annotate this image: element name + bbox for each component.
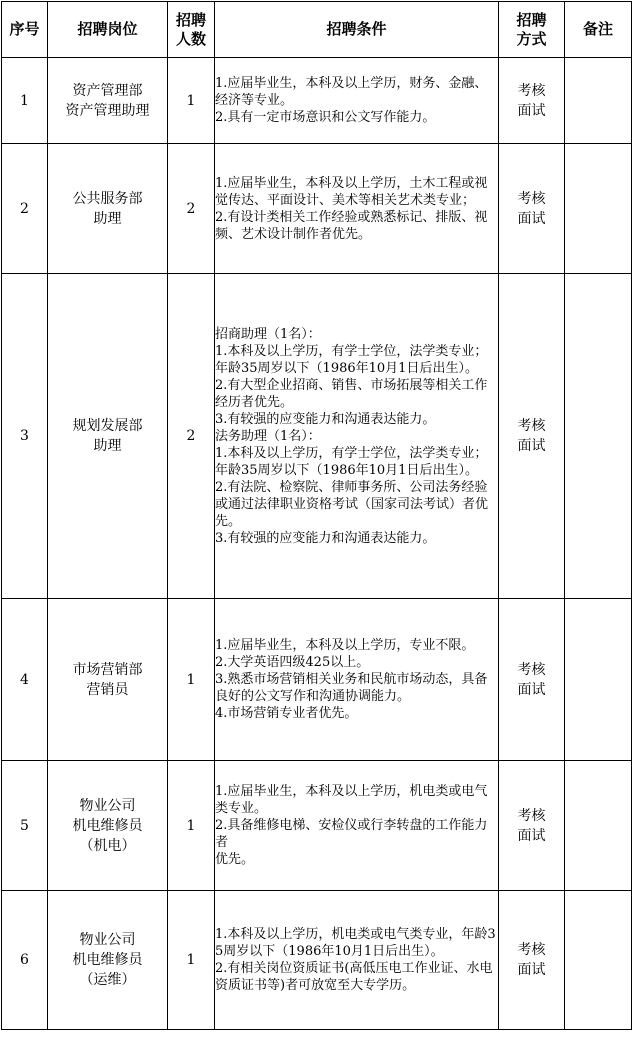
header-label-line: 招聘 (175, 10, 206, 29)
method-line: 考核 (517, 82, 546, 99)
header-note (565, 2, 632, 58)
cell-seq: 3 (2, 274, 48, 599)
cell-seq: 2 (2, 144, 48, 274)
cell-conditions (215, 58, 499, 144)
condition-line: 1.本科及以上学历，机电类或电气类专业，年龄35周岁以下（1986年10月1日后出生）。 (215, 927, 496, 959)
table-row (2, 58, 632, 144)
condition-line: 2.有法院、检察院、律师事务所、公司法务经验或通过法律职业资格考试（国家司法考试）者优先。 (215, 479, 489, 529)
cell-method (499, 891, 565, 1030)
cell-count: 1 (168, 58, 215, 144)
cell-seq: 5 (2, 761, 48, 891)
position-line: 助理 (93, 210, 122, 227)
cell-position (48, 891, 168, 1030)
condition-line: 2.大学英语四级425以上。 (215, 655, 370, 670)
method-line: 考核 (517, 661, 546, 678)
method-line: 面试 (517, 681, 546, 698)
cell-count: 1 (168, 761, 215, 891)
table-row (2, 599, 632, 761)
header-position (48, 2, 168, 58)
cell-note (565, 599, 632, 761)
cell-conditions (215, 891, 499, 1030)
cell-count: 1 (168, 891, 215, 1030)
cell-position (48, 599, 168, 761)
cell-note (565, 274, 632, 599)
condition-line: 3.有较强的应变能力和沟通表达能力。 (215, 411, 436, 427)
position-line: 物业公司 (79, 797, 136, 814)
position-line: 物业公司 (79, 932, 136, 948)
condition-line: 1.应届毕业生，本科及以上学历，专业不限。 (215, 638, 475, 653)
condition-line: 2.有大型企业招商、销售、市场拓展等相关工作经历者优先。 (215, 377, 488, 410)
position-line: 规划发展部 (72, 418, 143, 434)
cell-method (499, 58, 565, 144)
condition-line: 优先。 (215, 852, 255, 867)
condition-line: 1.应届毕业生，本科及以上学历，财务、金融、经济等专业。 (215, 76, 488, 108)
condition-line: 招商助理（1名）： (215, 326, 321, 342)
cell-position (48, 274, 168, 599)
condition-line: 2.具有一定市场意识和公文写作能力。 (215, 110, 436, 125)
table-row (2, 144, 632, 274)
header-label-line: 人数 (175, 29, 206, 48)
cell-note (565, 761, 632, 891)
cell-conditions (215, 144, 499, 274)
condition-line: 4.市场营销专业者优先。 (215, 706, 358, 721)
condition-line: 2.有相关岗位资质证书(高低压电工作业证、水电资质证书等)者可放宽至大专学历。 (215, 961, 493, 993)
cell-conditions (215, 274, 499, 599)
header-label-line: 招聘 (516, 10, 547, 29)
header-label-line: 方式 (516, 29, 547, 48)
header-row (2, 2, 632, 58)
method-line: 考核 (517, 418, 546, 434)
cell-seq: 6 (2, 891, 48, 1030)
position-line: 助理 (93, 438, 122, 454)
condition-line: 3.有较强的应变能力和沟通表达能力。 (215, 530, 436, 546)
method-line: 考核 (517, 942, 546, 958)
position-line: 机电维修员 (72, 817, 143, 834)
method-line: 考核 (517, 190, 546, 207)
header-seq: 序号 (2, 2, 48, 58)
method-line: 面试 (517, 210, 546, 227)
position-line: 市场营销部 (72, 661, 143, 678)
method-line: 面试 (517, 438, 546, 454)
method-line: 面试 (517, 962, 546, 978)
header-method (499, 2, 565, 58)
cell-count: 1 (168, 599, 215, 761)
header-label-line: 招聘岗位 (77, 20, 138, 38)
cell-method (499, 144, 565, 274)
condition-line: 1.本科及以上学历，有学士学位，法学类专业；年龄35周岁以下（1986年10月1日后出生）。 (215, 343, 488, 376)
condition-line: 1.应届毕业生，本科及以上学历，土木工程或视觉传达、平面设计、美术等相关艺术类专业； (215, 175, 488, 208)
condition-line: 2.具备维修电梯、安检仪或行李转盘的工作能力者 (215, 818, 488, 850)
cell-count: 2 (168, 274, 215, 599)
position-line: 营销员 (86, 681, 129, 698)
method-line: 面试 (517, 102, 546, 119)
header-label-line: 招聘条件 (326, 20, 387, 38)
condition-line: 1.本科及以上学历，有学士学位，法学类专业；年龄35周岁以下（1986年10月1日后出生）。 (215, 445, 488, 478)
recruitment-table (1, 1, 632, 1030)
cell-seq: 4 (2, 599, 48, 761)
table-row (2, 274, 632, 599)
position-line: （机电） (79, 837, 136, 854)
cell-note (565, 58, 632, 144)
cell-count: 2 (168, 144, 215, 274)
cell-conditions (215, 599, 499, 761)
cell-method (499, 761, 565, 891)
cell-method (499, 274, 565, 599)
cell-note (565, 891, 632, 1030)
position-line: （运维） (79, 972, 136, 988)
cell-method (499, 599, 565, 761)
cell-position (48, 144, 168, 274)
condition-line: 3.熟悉市场营销相关业务和民航市场动态，具备良好的公文写作和沟通协调能力。 (215, 672, 488, 704)
position-line: 资产管理助理 (65, 102, 150, 119)
header-label-line: 备注 (582, 20, 613, 38)
cell-conditions (215, 761, 499, 891)
position-line: 资产管理部 (72, 82, 143, 99)
cell-position (48, 761, 168, 891)
position-line: 机电维修员 (72, 952, 143, 968)
table-row (2, 761, 632, 891)
cell-seq: 1 (2, 58, 48, 144)
position-line: 公共服务部 (72, 190, 143, 207)
condition-line: 法务助理（1名）： (215, 428, 321, 444)
cell-note (565, 144, 632, 274)
table-row (2, 891, 632, 1030)
condition-line: 1.应届毕业生，本科及以上学历，机电类或电气类专业。 (215, 784, 488, 816)
cell-position (48, 58, 168, 144)
method-line: 考核 (517, 807, 546, 824)
header-count (168, 2, 215, 58)
method-line: 面试 (517, 827, 546, 844)
header-conditions (215, 2, 499, 58)
condition-line: 2.有设计类相关工作经验或熟悉标记、排版、视频、艺术设计制作者优先。 (215, 209, 488, 242)
